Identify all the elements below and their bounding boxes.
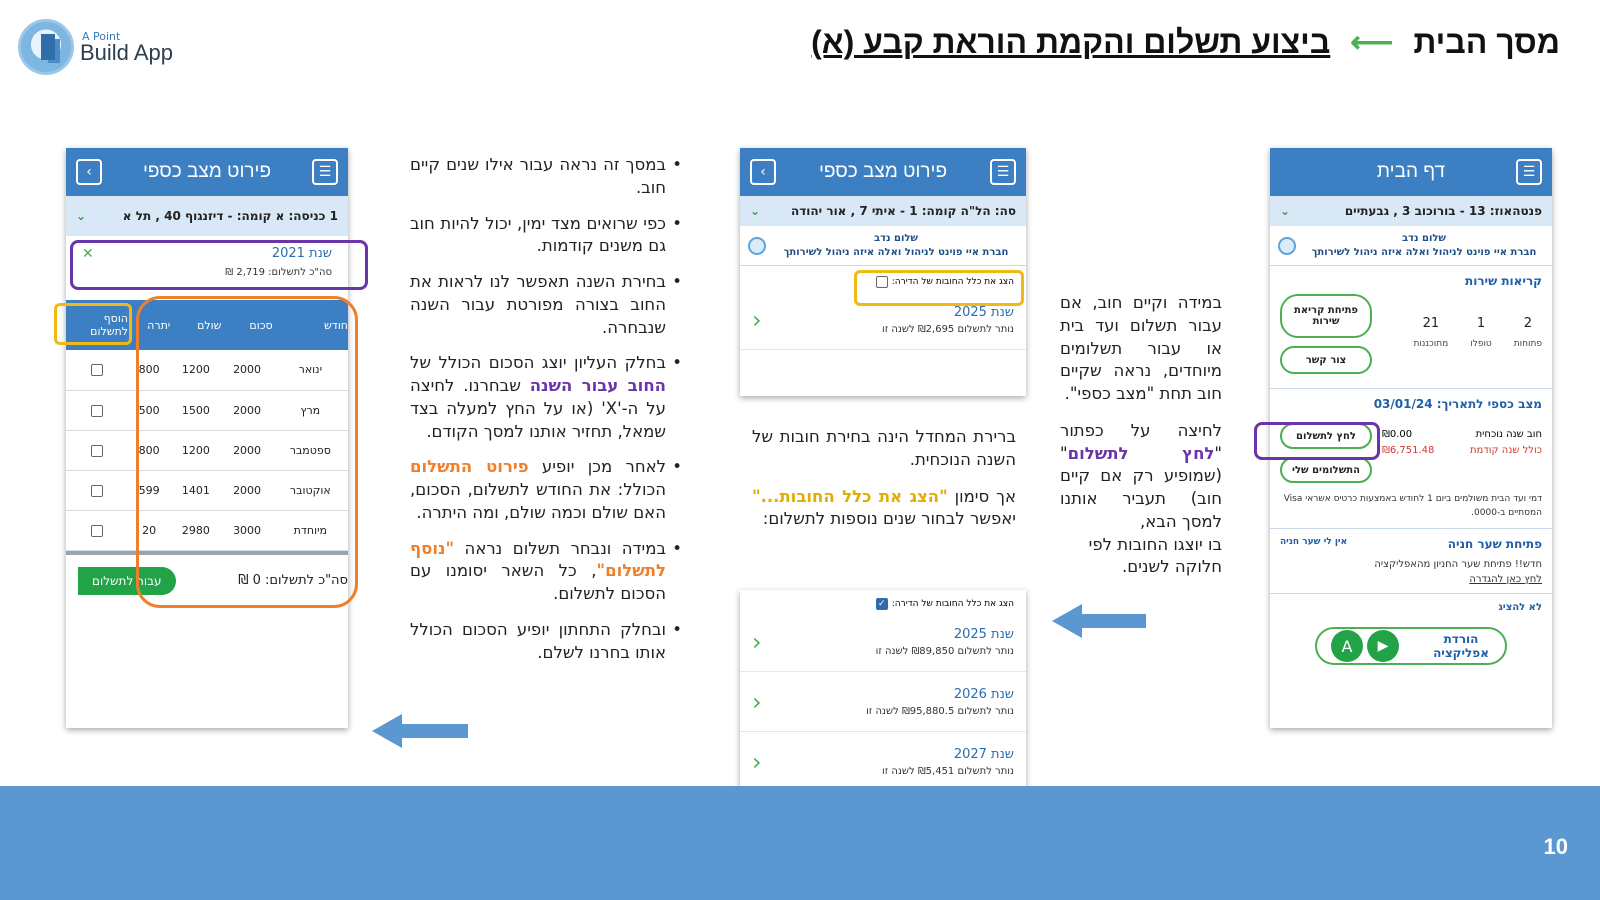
stat-handled[interactable]: 1 טופלו (1470, 316, 1492, 349)
hide-link[interactable]: לא להציג (1498, 602, 1542, 613)
add-checkbox[interactable] (91, 445, 103, 457)
col-month: חודש (273, 300, 348, 350)
phone-financial-all-years (740, 590, 1026, 798)
year-row-2027[interactable]: שנת 2027 נותר לתשלום ₪5,451 לשנה זו ‹ (740, 732, 1026, 792)
my-payments-button[interactable]: התשלומים שלי (1280, 457, 1372, 483)
right-text-p2d: בו יוצגו החובות לפי חלוקה לשנים. (1088, 534, 1222, 577)
gate-text: חדש!! פתיחת שער החניון מהאפליקציה (1374, 559, 1542, 570)
show-all-checkbox-checked[interactable]: ✓ (876, 598, 888, 610)
bullet-3: • בחירת השנה תאפשר לנו לראות את החוב בצורה מפורטת עבור השנה שנבחרה. (410, 271, 682, 339)
year-label: שנת 2021 (271, 246, 332, 261)
highlight-payment-details (136, 296, 358, 608)
phone2-appbar (740, 148, 1026, 196)
bullet-4: • בחלק העליון יוצג הסכום הכולל של החוב עבור השנה שבחרנו. לחיצה על ה-'X' (או על החץ למעלה בצד שמאל, תחזיר אותנו למסך הקודם. (410, 352, 682, 443)
company-banner (1270, 226, 1552, 266)
arrow-left-icon (402, 724, 468, 738)
address-selector[interactable] (740, 196, 1026, 226)
stat-planned[interactable]: 21 מתוכננות (1413, 316, 1449, 349)
current-debt-value: ₪0.00 (1382, 429, 1413, 440)
address-selector[interactable] (1270, 196, 1552, 226)
show-all-label: הצג את כלל החובות של הדירה: (891, 277, 1014, 287)
pay-now-button[interactable]: לחץ לתשלום (1280, 423, 1372, 449)
col-balance: יתרה (128, 300, 170, 350)
building-icon (18, 19, 74, 75)
chevron-left-icon[interactable]: ‹ (752, 687, 762, 716)
arrow-left-icon (1082, 614, 1146, 628)
phone1-appbar (1270, 148, 1552, 196)
contact-button[interactable]: צור קשר (1280, 346, 1372, 374)
open-service-call-button[interactable]: פתיחת קריאת שירות (1280, 294, 1372, 338)
total-debt-value: ₪6,751.48 (1382, 445, 1435, 456)
logo-line2: Build App (80, 39, 173, 65)
selected-total: סה"כ לתשלום: 0 ₪ (238, 573, 348, 588)
bullet-6: • במידה ונבחר תשלום נראה "נוסף לתשלום", כל השאר יסומנו עם הסכום לתשלום. (410, 538, 682, 606)
table-row: מרץ 2000 1500 500 (66, 390, 348, 430)
mid-text-p1: ברירת המחדל הינה בחירת חובות של השנה הנוכחית. (752, 427, 1016, 469)
logo-line1: A Point (82, 29, 121, 43)
company-name: חברת איי פוינט לניהול ואלה איזה ניהול לשירותך (1311, 246, 1537, 258)
address-selector[interactable] (66, 196, 348, 236)
phone4-title: פירוט מצב כספי (142, 161, 272, 182)
add-checkbox[interactable] (91, 405, 103, 417)
footer-band (0, 786, 1600, 900)
back-arrow-icon[interactable]: › (750, 159, 776, 185)
highlight-year-summary (70, 240, 368, 290)
company-logo-icon (748, 237, 766, 255)
year-label: שנת 2025 (953, 304, 1014, 320)
table-row: ינואר 2000 1200 800 (66, 350, 348, 390)
show-all-debts-toggle[interactable] (740, 590, 1026, 612)
company-logo-icon (1278, 237, 1296, 255)
year-row-2026[interactable]: שנת 2026 נותר לתשלום ₪95,880.5 לשנה זו ‹ (740, 672, 1026, 732)
address-text: 1 כניסה: א קומה: - דיזנגוף 40 , תל א (122, 209, 338, 223)
right-text-p1: במידה וקיים חוב, אם עבור תשלום ועד בית או עבור תשלומים מיוחדים, נראה שקיים חוב תחת "מצב כספי". (1060, 293, 1222, 404)
gate-title: פתיחת שער חניה (1447, 537, 1542, 551)
highlight-pay-button (1254, 422, 1380, 460)
finance-title: מצב כספי לתאריך: 03/01/24 (1373, 397, 1542, 411)
phone1-title: דף הבית (1376, 161, 1446, 182)
highlight-add-column (54, 303, 132, 345)
menu-icon[interactable]: ☰ (990, 159, 1016, 185)
chevron-left-icon[interactable]: ‹ (752, 747, 762, 776)
service-calls-title: קריאות שירות (1465, 274, 1542, 288)
left-explanation (410, 154, 682, 678)
download-app-button[interactable] (1315, 627, 1507, 665)
table-row: אוקטובר 2000 1401 599 (66, 470, 348, 510)
middle-explanation: ברירת המחדל הינה בחירת חובות של השנה הנוכחית. אך סימון "הצג את כלל החובות..." יאפשר לבחור שנים נוספות לתשלום: (752, 427, 1016, 529)
back-arrow-icon[interactable]: › (76, 159, 102, 185)
credit-card-note: דמי ועד הבית משולמים ביום 1 לחודש באמצעות כרטיס אשראי Visa המסתיים ב-0000. (1283, 494, 1542, 518)
add-checkbox[interactable] (91, 364, 103, 376)
col-paid: שולם (170, 300, 221, 350)
close-icon[interactable]: ✕ (82, 246, 94, 262)
app-logo (18, 18, 178, 76)
title-payment: ביצוע תשלום והקמת הוראת קבע (א) (811, 23, 1331, 60)
phone4-appbar (66, 148, 348, 196)
bullet-5: • לאחר מכן יופיע פירוט התשלום הכולל: את החודש לתשלום, הסכום, האם שולם וכמה שולם, ומה היתרה. (410, 456, 682, 524)
table-row: ספטמבר 2000 1200 800 (66, 430, 348, 470)
download-app-label: הורדת אפליקציה (1433, 632, 1489, 660)
go-to-payment-button[interactable]: עבור לתשלום (78, 567, 176, 595)
year-row-2025[interactable]: שנת 2025 נותר לתשלום ₪89,850 לשנה זו ‹ (740, 612, 1026, 672)
bullet-1: • במסך זה נראה עבור אילו שנים קיים חוב. (410, 154, 682, 200)
page-number: 10 (1543, 834, 1568, 859)
arrow-left-icon: ⟵ (1350, 25, 1394, 59)
menu-icon[interactable]: ☰ (312, 159, 338, 185)
chevron-left-icon[interactable]: ‹ (752, 627, 762, 656)
gate-setup-link[interactable]: לחץ כאן להגדרה (1469, 574, 1542, 585)
chevron-down-icon: ⌄ (76, 209, 87, 223)
no-gate-link[interactable]: אין לי שער חניה (1280, 537, 1348, 547)
company-banner: שלום נדב חברת איי פוינט לניהול ואלה איזה ניהול לשירותך (740, 226, 1026, 266)
col-add-to-payment: הוסף לתשלום (66, 300, 128, 350)
address-text: סה: הל"ה קומה: 1 - איתי 7 , אור יהודה (790, 204, 1016, 218)
right-explanation: במידה וקיים חוב, אם עבור תשלום ועד בית או עבור תשלומים מיוחדים, נראה שקיים חוב תחת "מצב כספי". לחיצה על כפתור "לחץ לתשלום" (שמופיע רק אם קיים חוב) תעביר אותנו למסך הבא, בו יוצגו החובות לפי חלוקה לשנים. (1060, 292, 1222, 593)
add-checkbox[interactable] (91, 485, 103, 497)
stat-open[interactable]: 2 פתוחות (1513, 316, 1542, 349)
phone2-title: פירוט מצב כספי (818, 161, 948, 182)
menu-icon[interactable]: ☰ (1516, 159, 1542, 185)
slide-title (740, 22, 1560, 62)
table-row: מיוחדת 3000 2980 20 (66, 510, 348, 550)
highlight-show-all (854, 270, 1024, 306)
year-remaining: נותר לתשלום ₪2,695 לשנה זו (881, 323, 1014, 335)
chevron-down-icon: ⌄ (750, 204, 761, 218)
google-play-icon[interactable]: ▶ (1367, 630, 1399, 662)
bullet-7: • ובחלק התחתון יופיע הסכום הכולל אותו בחרנו לשלם. (410, 619, 682, 665)
pay-now-highlight: לחץ לתשלום (1067, 443, 1215, 463)
address-text: פנטהאוז: 13 - בורוכוב 3 , גבעתיים (1344, 204, 1542, 218)
app-store-icon[interactable]: A (1331, 630, 1363, 662)
show-all-label: הצג את כלל החובות של הדירה: (891, 599, 1014, 609)
current-debt-label: חוב שנה נוכחית (1475, 429, 1542, 440)
add-checkbox[interactable] (91, 525, 103, 537)
chevron-down-icon: ⌄ (1280, 204, 1291, 218)
show-all-highlight: "הצג את כלל החובות..." (752, 486, 948, 506)
title-home-screen: מסך הבית (1413, 23, 1560, 60)
chevron-left-icon[interactable]: ‹ (752, 305, 762, 334)
total-debt-label: כולל שנה קודמת (1469, 445, 1542, 456)
bullet-2: • כפי שרואים מצד ימין, יכול להיות חוב גם משנים קודמות. (410, 213, 682, 259)
greeting: שלום נדב (1401, 233, 1447, 244)
year-total: סה"כ לתשלום: 2,719 ₪ (225, 267, 332, 278)
col-amount: סכום (221, 300, 272, 350)
